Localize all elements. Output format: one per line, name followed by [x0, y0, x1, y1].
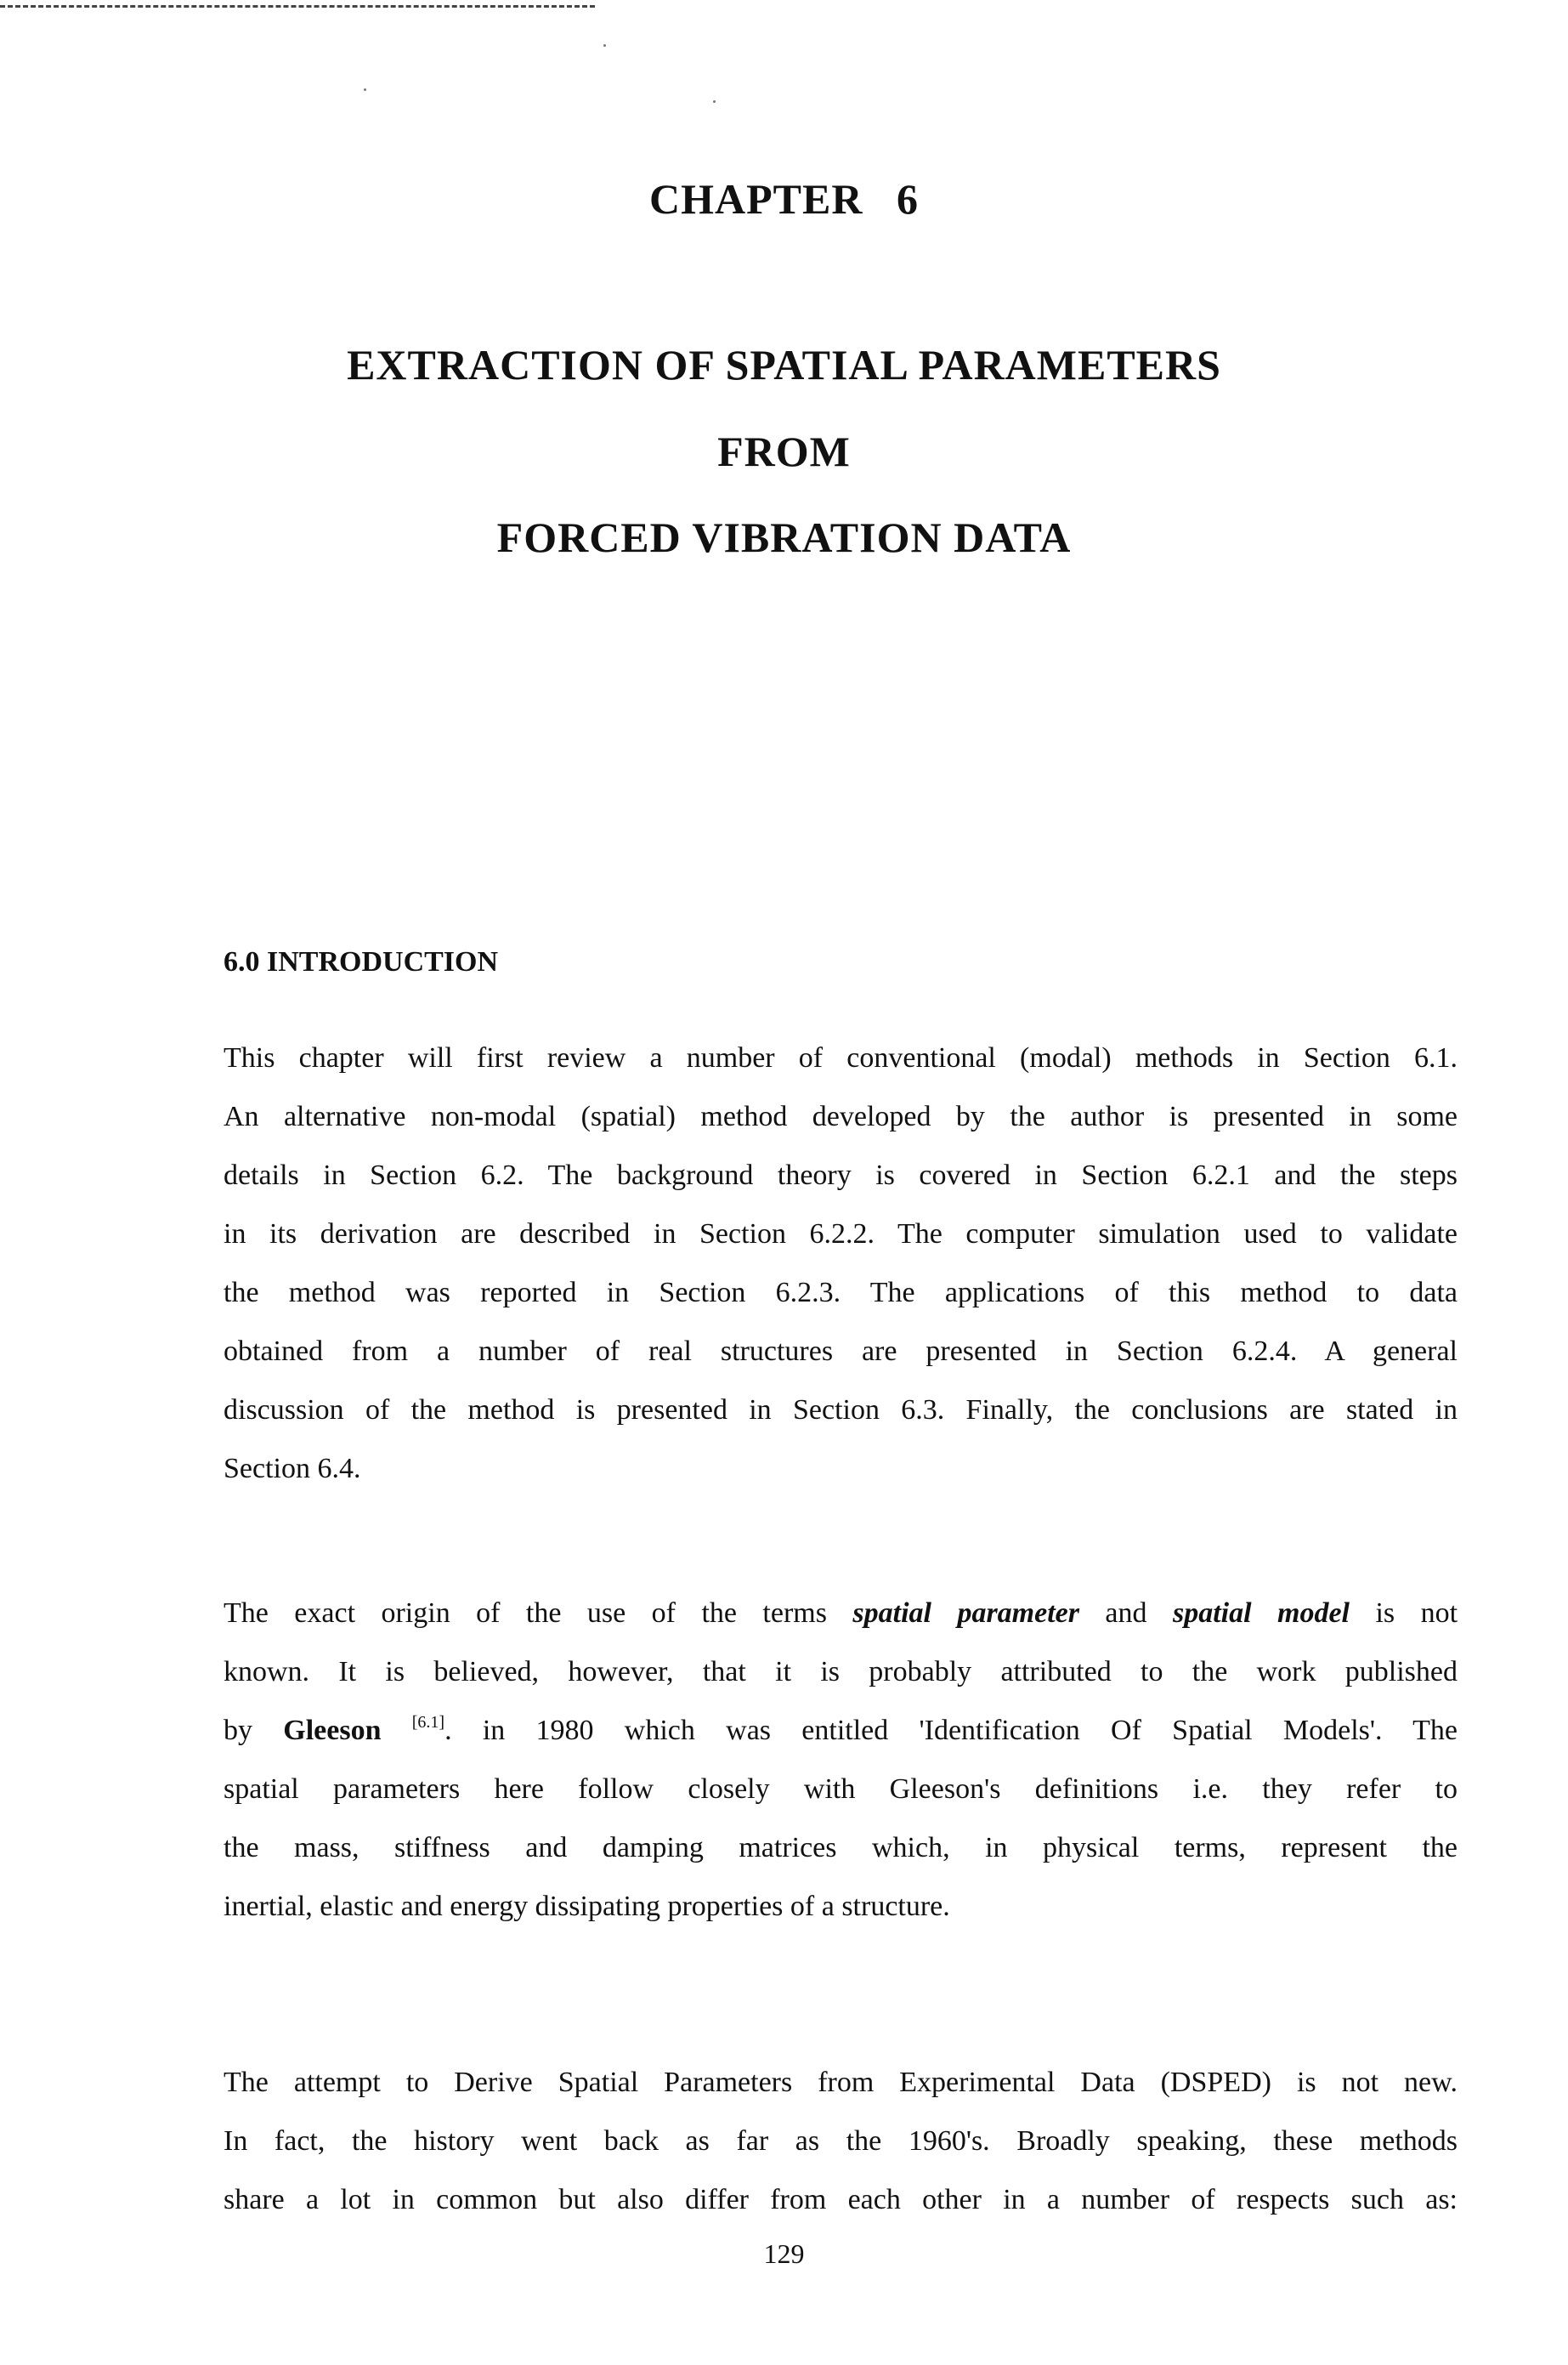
- text-run: The exact origin of the use of the terms: [224, 1597, 853, 1629]
- text-line: An alternative non-modal (spatial) method developed by the author is presented in some: [224, 1101, 1458, 1132]
- section-heading: 6.0 INTRODUCTION: [224, 946, 499, 978]
- text-line: known. It is believed, however, that it is probably attributed to the work published: [224, 1656, 1458, 1687]
- page-number: 129: [763, 2238, 805, 2269]
- chapter-title-line: FROM: [717, 428, 851, 475]
- text-run: is not: [1350, 1597, 1458, 1629]
- intro-paragraph-1: [224, 1029, 1458, 1498]
- citation-reference: [6.1]: [411, 1713, 445, 1732]
- text-line: the mass, stiffness and damping matrices which, in physical terms, represent the: [224, 1832, 1458, 1863]
- chapter-title-line: FORCED VIBRATION DATA: [496, 513, 1072, 561]
- text-line: the method was reported in Section 6.2.3. The applications of this method to data: [224, 1277, 1458, 1308]
- text-run: by: [224, 1715, 284, 1746]
- text-line: This chapter will first review a number of conventional (modal) methods in Section 6.1.: [224, 1042, 1458, 1074]
- intro-paragraph-3: [224, 2053, 1458, 2229]
- author-name: Gleeson: [283, 1715, 382, 1746]
- text-line: In fact, the history went back as far as the 1960's. Broadly speaking, these methods: [224, 2125, 1458, 2157]
- text-line: Section 6.4.: [224, 1453, 361, 1484]
- scan-speck: [364, 88, 366, 91]
- text-line: [224, 1584, 1458, 1642]
- chapter-label: CHAPTER 6: [649, 175, 919, 223]
- scan-speck: [713, 100, 716, 103]
- text-line: [224, 1701, 1458, 1760]
- text-line: spatial parameters here follow closely with Gleeson's definitions i.e. they refer to: [224, 1773, 1458, 1805]
- chapter-title-line: EXTRACTION OF SPATIAL PARAMETERS: [347, 341, 1221, 388]
- text-line: inertial, elastic and energy dissipating properties of a structure.: [224, 1891, 950, 1922]
- text-line: details in Section 6.2. The background theory is covered in Section 6.2.1 and the steps: [224, 1160, 1458, 1191]
- text-line: obtained from a number of real structures are presented in Section 6.2.4. A general: [224, 1336, 1458, 1367]
- text-line: share a lot in common but also differ from each other in a number of respects such as:: [224, 2184, 1458, 2215]
- text-line: The attempt to Derive Spatial Parameters from Experimental Data (DSPED) is not new.: [224, 2067, 1458, 2098]
- text-line: discussion of the method is presented in Section 6.3. Finally, the conclusions are stated in: [224, 1394, 1458, 1426]
- term-spatial-parameter: spatial parameter: [852, 1597, 1079, 1629]
- scan-speck: [603, 44, 606, 47]
- text-run: and: [1078, 1597, 1173, 1629]
- intro-paragraph-2: [224, 1584, 1458, 1936]
- text-line: in its derivation are described in Section 6.2.2. The computer simulation used to validate: [224, 1218, 1458, 1250]
- scan-artifact-line: [0, 5, 595, 8]
- text-run: . in 1980 which was entitled 'Identification Of Spatial Models'. The: [444, 1715, 1458, 1746]
- term-spatial-model: spatial model: [1172, 1597, 1350, 1629]
